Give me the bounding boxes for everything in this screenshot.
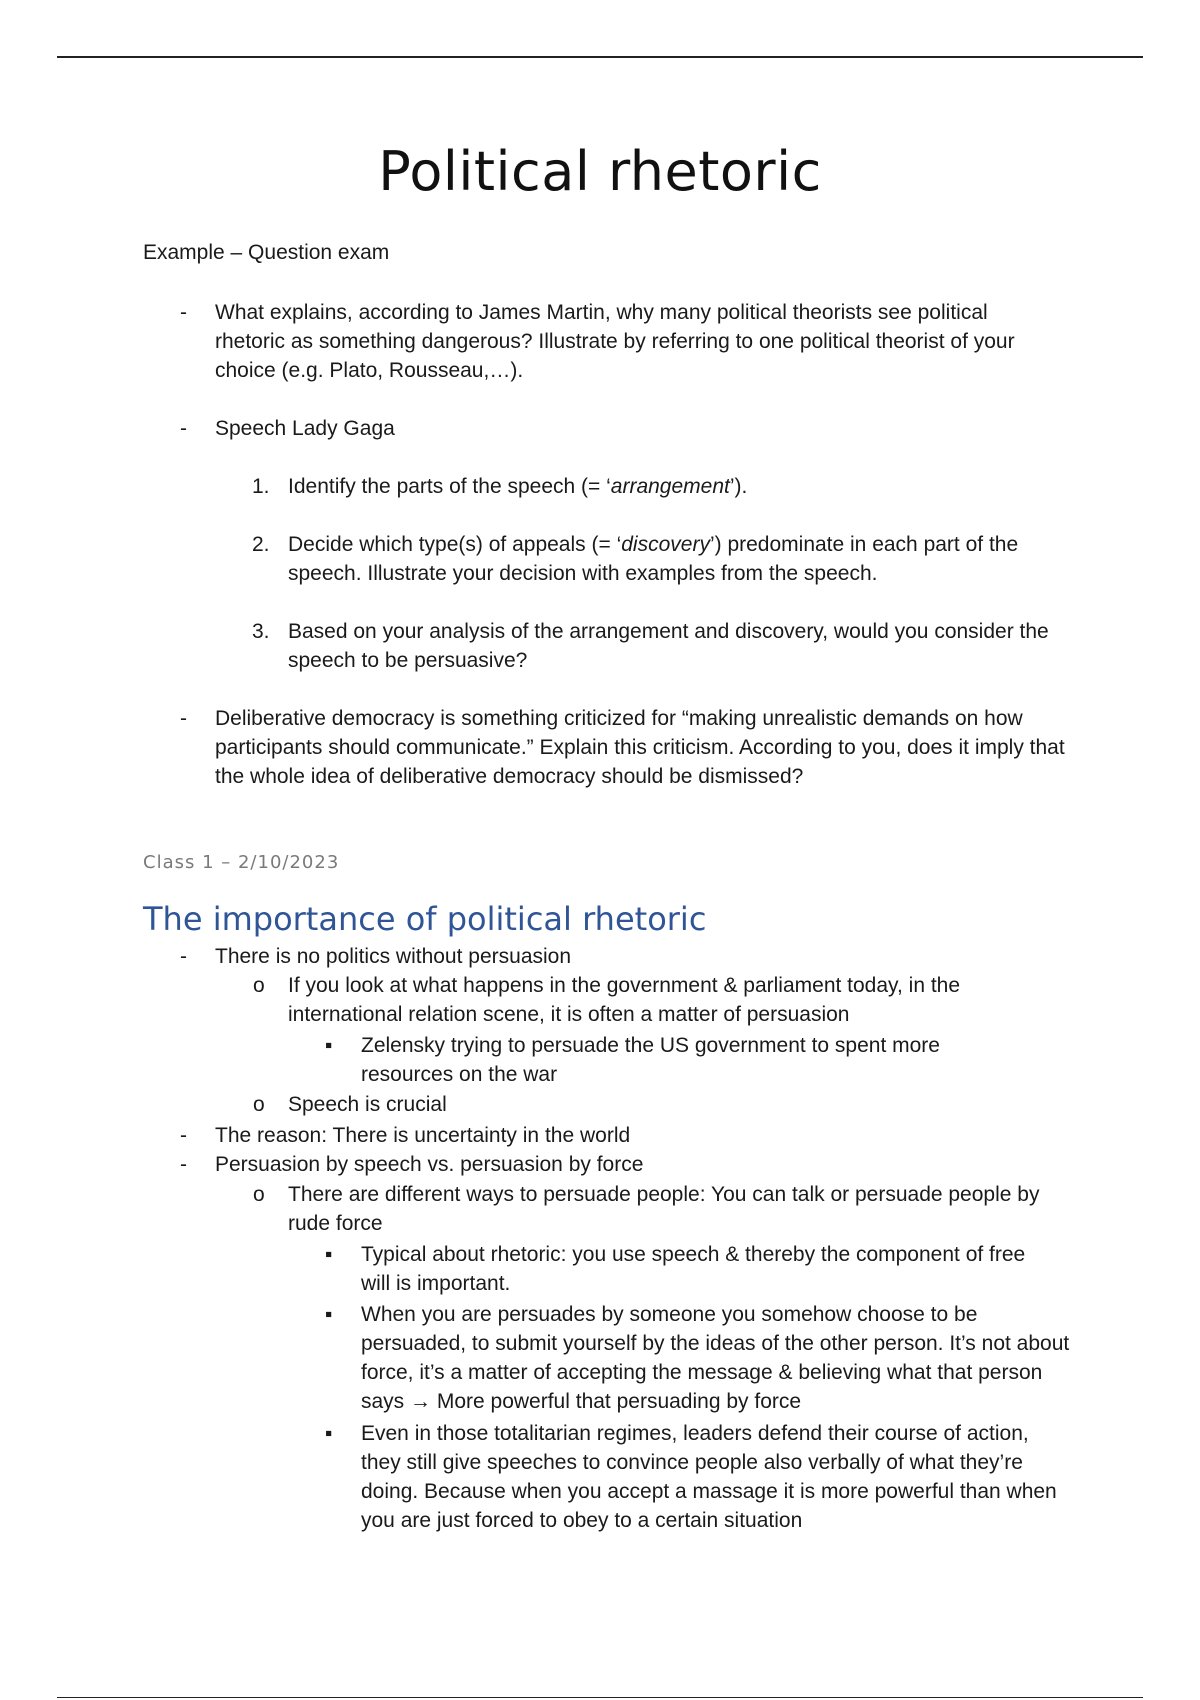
dash-bullet: - <box>180 417 187 440</box>
number-marker: 1. <box>252 475 270 498</box>
exam-label: Example – Question exam <box>143 241 390 264</box>
sub-question-1: Identify the parts of the speech (= ‘arrangement’). <box>288 475 748 498</box>
bullet-text: Persuasion by speech vs. persuasion by force <box>215 1153 644 1176</box>
dash-bullet: - <box>180 1153 187 1176</box>
bullet-text: Typical about rhetoric: you use speech & thereby the component of free will is important. <box>361 1243 1026 1295</box>
bullet-text: When you are persuades by someone you somehow choose to be persuaded, to submit yourself by the ideas of the other person. It’s not about force, it’s a matter of accepting the message & believing what that person says → More powerful that persuading by force <box>361 1303 1070 1413</box>
dash-bullet: - <box>180 301 187 324</box>
bullet-text: There is no politics without persuasion <box>215 945 572 968</box>
bullet-text: The reason: There is uncertainty in the world <box>215 1124 631 1147</box>
square-bullet: ▪ <box>325 1034 333 1057</box>
sub-question-2: Decide which type(s) of appeals (= ‘discovery’) predominate in each part of the speech. Illustrate your decision with examples from the speech. <box>288 533 1019 585</box>
section-heading: The importance of political rhetoric <box>143 900 707 938</box>
bullet-text: Zelensky trying to persuade the US government to spent more resources on the war <box>361 1034 940 1086</box>
bullet-text: If you look at what happens in the government & parliament today, in the international relation scene, it is often a matter of persuasion <box>288 974 961 1026</box>
dash-bullet: - <box>180 945 187 968</box>
exam-question-1: What explains, according to James Martin, why many political theorists see political rhetoric as something dangerous? Illustrate by referring to one political theorist of your choice (e.g. Plato, Rousseau,…). <box>215 301 1015 382</box>
circle-bullet: o <box>253 1183 265 1206</box>
square-bullet: ▪ <box>325 1422 333 1445</box>
dash-bullet: - <box>180 1124 187 1147</box>
bullet-text: Even in those totalitarian regimes, leaders defend their course of action, they still give speeches to convince people also verbally of what they’re doing. Because when you accept a massage it is more powerful than when you are just forced to obey to a certain situation <box>361 1422 1057 1532</box>
class-label: Class 1 – 2/10/2023 <box>143 852 340 873</box>
sub-question-3: Based on your analysis of the arrangement and discovery, would you consider the speech to be persuasive? <box>288 620 1049 672</box>
exam-question-2: Speech Lady Gaga <box>215 417 395 440</box>
number-marker: 3. <box>252 620 270 643</box>
number-marker: 2. <box>252 533 270 556</box>
square-bullet: ▪ <box>325 1243 333 1266</box>
page-title: Political rhetoric <box>378 140 822 203</box>
top-rule <box>57 56 1143 58</box>
square-bullet: ▪ <box>325 1303 333 1326</box>
dash-bullet: - <box>180 707 187 730</box>
bullet-text: There are different ways to persuade people: You can talk or persuade people by rude force <box>288 1183 1040 1235</box>
circle-bullet: o <box>253 1093 265 1116</box>
bullet-text: Speech is crucial <box>288 1093 447 1116</box>
circle-bullet: o <box>253 974 265 997</box>
bottom-rule <box>57 1697 1143 1698</box>
exam-question-3: Deliberative democracy is something criticized for “making unrealistic demands on how participants should communicate.” Explain this criticism. According to you, does it imply that the whole idea of deliberative democracy should be dismissed? <box>215 707 1065 788</box>
